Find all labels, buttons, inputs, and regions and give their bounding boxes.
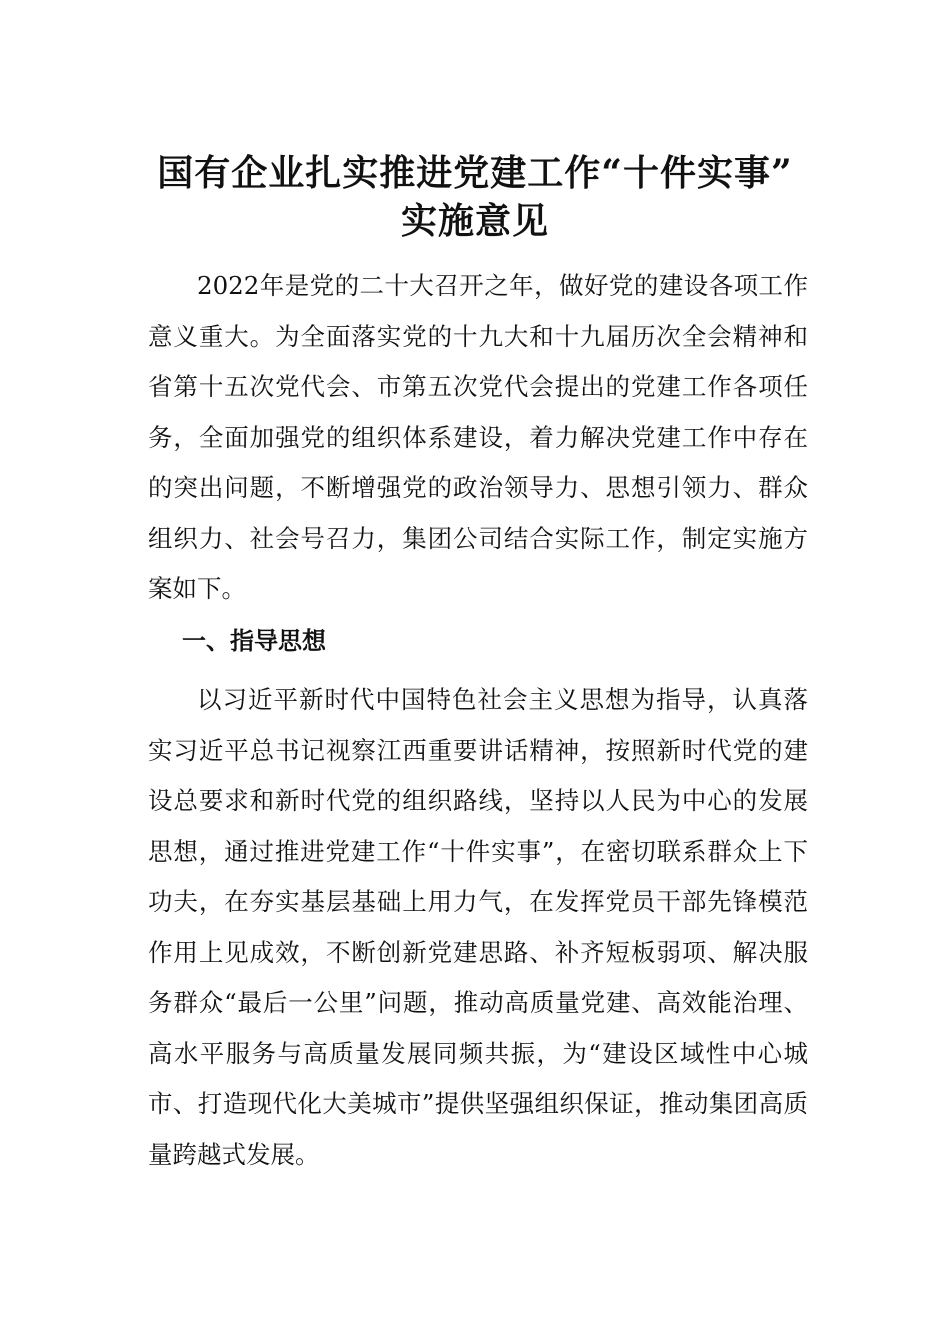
document-title-line-2: 实施意见 bbox=[400, 200, 549, 242]
document-title-line-1: 国有企业扎实推进党建工作“十件实事” bbox=[157, 152, 793, 194]
section-heading-guiding-ideology: 一、指导思想 bbox=[182, 627, 326, 655]
intro-paragraph: 2022年是党的二十大召开之年，做好党的建设各项工作意义重大。为全面落实党的十九大和十九届历次全会精神和省第十五次党代会、市第五次党代会提出的党建工作各项任务，全面加强党的组织体系建设，着力解决党建工作中存在的突出问题，不断增强党的政治领导力、思想引领力、群众组织力、社会号召力，集团公司结合实际工作，制定实施方案如下。 bbox=[148, 271, 808, 603]
guiding-ideology-paragraph: 以习近平新时代中国特色社会主义思想为指导，认真落实习近平总书记视察江西重要讲话精神，按照新时代党的建设总要求和新时代党的组织路线，坚持以人民为中心的发展思想，通过推进党建工作“十件实事”，在密切联系群众上下功夫，在夯实基层基础上用力气，在发挥党员干部先锋模范作用上见成效，不断创新党建思路、补齐短板弱项、解决服务群众“最后一公里”问题，推动高质量党建、高效能治理、高水平服务与高质量发展同频共振，为“建设区域性中心城市、打造现代化大美城市”提供坚强组织保证，推动集团高质量跨越式发展。 bbox=[148, 685, 808, 1169]
